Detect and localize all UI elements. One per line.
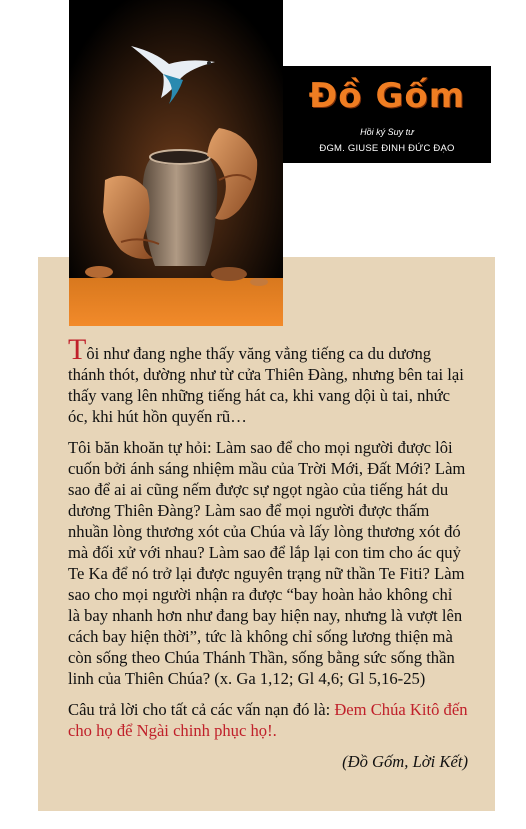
- book-subtitle: Hồi ký Suy tư: [360, 127, 414, 137]
- book-title: Đồ Gốm: [308, 76, 466, 116]
- drop-cap: T: [68, 333, 87, 366]
- body-text: [68, 333, 468, 772]
- paragraph-3-lead: Câu trả lời cho tất cả các vấn nạn đó là:: [68, 700, 335, 719]
- book-author: ĐGM. GIUSE ĐINH ĐỨC ĐẠO: [319, 143, 455, 154]
- cover-photo: [69, 0, 283, 326]
- paragraph-1: [68, 333, 468, 427]
- potter-hands-image: [69, 0, 283, 326]
- paragraph-3: [68, 699, 468, 741]
- paragraph-1-text: ôi như đang nghe thấy văng vẳng tiếng ca du dương thánh thót, dường như từ cửa Thiên Đàng, nhưng bên tai lại thấy vang lên những tiếng hát ca, khi vang dội ù tai, nhức óc, khi hút hồn quyến rũ…: [68, 344, 464, 426]
- paragraph-2: Tôi băn khoăn tự hỏi: Làm sao để cho mọi người được lôi cuốn bởi ánh sáng nhiệm mầu của Trời Mới, Đất Mới? Làm sao để ai ai cũng nếm được sự ngọt ngào của tiếng hát du dương Thiên Đàng? Làm sao để mọi người được thấm nhuần lòng thương xót của Chúa và lấy lòng thương xót đó mà đối xử với nhau? Làm sao để lắp lại con tim cho ác quỷ Te Ka để nó trở lại được nguyên trạng nữ thần Te Fiti? Làm sao cho mọi người nhận ra được “bay hoàn hảo không chỉ là bay nhanh hơn như đang bay hiện nay, nhưng là vượt lên cách bay hiện thời”, tức là không chỉ sống lương thiện mà còn sống theo Chúa Thánh Thần, sống bằng sức sống thần linh của Thiên Chúa? (x. Ga 1,12; Gl 4,6; Gl 5,16-25): [68, 438, 466, 688]
- paragraph-3-highlight: Đem Chúa Kitô đến cho họ để Ngài chinh phục họ!.: [68, 700, 468, 740]
- citation: (Đồ Gốm, Lời Kết): [342, 752, 468, 771]
- title-block: [283, 66, 491, 163]
